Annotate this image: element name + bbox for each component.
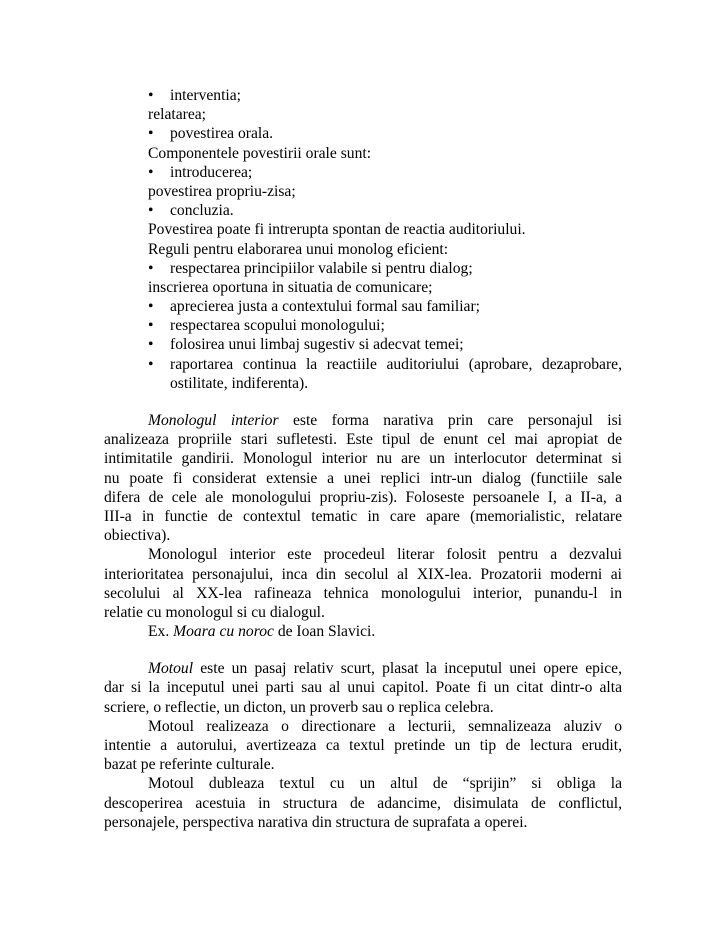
list-item-text: introducerea; xyxy=(170,163,253,181)
list-item-text: raportarea continua la reactiile auditoriului (aprobare, dezaprobare, xyxy=(170,355,622,373)
paragraph-line: secolului al XX-lea rafineaza tehnica monologului interior, punandu-l in xyxy=(104,584,622,602)
list-text: Povestirea poate fi intrerupta spontan de reactia auditoriului. xyxy=(148,221,526,239)
paragraph-line: relatie cu monologul si cu dialogul. xyxy=(104,603,325,621)
list-item-text: respectarea principiilor valabile si pentru dialog; xyxy=(170,259,473,277)
list-item-text: concluzia. xyxy=(170,202,234,220)
list-heading: Reguli pentru elaborarea unui monolog eficient: xyxy=(148,240,449,258)
list-item-text-continued: ostilitate, indiferenta). xyxy=(170,374,309,392)
list-item xyxy=(104,163,622,182)
paragraph-line: interioritatea personajului, inca din secolul al XIX-lea. Prozatorii moderni ai xyxy=(104,565,622,583)
paragraph-line: III-a in functie de contextul tematic in care apare (memorialistic, relatare xyxy=(104,507,622,525)
list-heading: Componentele povestirii orale sunt: xyxy=(148,144,372,162)
bullet-icon: • xyxy=(148,336,154,354)
bullet-icon: • xyxy=(148,298,154,316)
example-author: de Ioan Slavici. xyxy=(277,623,376,641)
paragraph-line: analizeaza propriile stari sufletesti. Este tipul de enunt cel mai apropiat de xyxy=(104,431,622,449)
list-item xyxy=(104,201,622,220)
bullet-icon: • xyxy=(148,125,154,143)
example-prefix: Ex. xyxy=(148,623,170,641)
paragraph-line: intentie a autorului, avertizeaza ca textul pretinde un tip de lectura erudit, xyxy=(104,737,622,754)
bullet-icon: • xyxy=(148,355,154,373)
example-title: Moara cu noroc xyxy=(173,623,274,641)
term-motoul: Motoul xyxy=(148,660,194,678)
paragraph-line: nu poate fi considerat extensie a unei replici intr-un dialog (functiile sale xyxy=(104,469,622,487)
list-item xyxy=(104,297,622,316)
list-item xyxy=(104,335,622,354)
paragraph-text: este un pasaj relativ scurt, plasat la inceputul unei opere epice, xyxy=(200,660,622,678)
list-item-text: aprecierea justa a contextului formal sau familiar; xyxy=(170,298,481,316)
bullet-icon: • xyxy=(148,317,154,335)
list-item-text: povestirea propriu-zisa; xyxy=(148,182,296,200)
paragraph-line xyxy=(104,411,622,430)
bullet-icon: • xyxy=(148,87,154,104)
paragraph-line: bazat pe referinte culturale. xyxy=(104,756,275,774)
paragraph-gap xyxy=(104,393,622,411)
document-page xyxy=(104,86,622,832)
paragraph-line: Motoul dubleaza textul cu un altul de “sprijin” si obliga la xyxy=(148,775,622,793)
list-item xyxy=(104,259,622,278)
list-item-text: interventia; xyxy=(170,87,242,104)
list-item-text: povestirea orala. xyxy=(170,125,274,143)
paragraph-line: Monologul interior este procedeul literar folosit pentru a dezvalui xyxy=(148,546,622,564)
term-monologul-interior: Monologul interior xyxy=(148,412,279,429)
paragraph-line: scriere, o reflectie, un dicton, un proverb sau o replica celebra. xyxy=(104,698,494,716)
bullet-icon: • xyxy=(148,163,154,181)
bullet-icon: • xyxy=(148,202,154,220)
paragraph-line: descoperirea acestuia in structura de adancime, disimulata de conflictul, xyxy=(104,794,622,812)
list-item-text: relatarea; xyxy=(148,106,206,124)
paragraph-line: difera de cele ale monologului propriu-zis). Foloseste persoanele I, a II-a, a xyxy=(104,488,622,506)
paragraph-gap xyxy=(104,641,622,659)
list-item xyxy=(104,355,622,374)
paragraph-line xyxy=(104,659,622,678)
list-item xyxy=(104,316,622,335)
paragraph-line: intimitatile gandirii. Monologul interior nu are un interlocutor determinat si xyxy=(104,450,622,468)
paragraph-text: este forma narativa prin care personajul isi xyxy=(292,412,622,429)
paragraph-line: Motoul realizeaza o directionare a lecturii, semnalizeaza aluziv o xyxy=(148,717,622,735)
paragraph-line: dar si la inceputul unei parti sau al unui capitol. Poate fi un citat dintr-o alta xyxy=(104,679,622,697)
list-item-text: inscrierea oportuna in situatia de comunicare; xyxy=(148,278,433,296)
example-line xyxy=(104,622,622,641)
list-item-text: folosirea unui limbaj sugestiv si adecvat temei; xyxy=(170,336,464,354)
paragraph-line: personajele, perspectiva narativa din structura de suprafata a operei. xyxy=(104,813,528,831)
list-item xyxy=(104,86,622,105)
list-item-text: respectarea scopului monologului; xyxy=(170,317,385,335)
paragraph-line: obiectiva). xyxy=(104,527,171,545)
list-item xyxy=(104,124,622,143)
bullet-icon: • xyxy=(148,259,154,277)
